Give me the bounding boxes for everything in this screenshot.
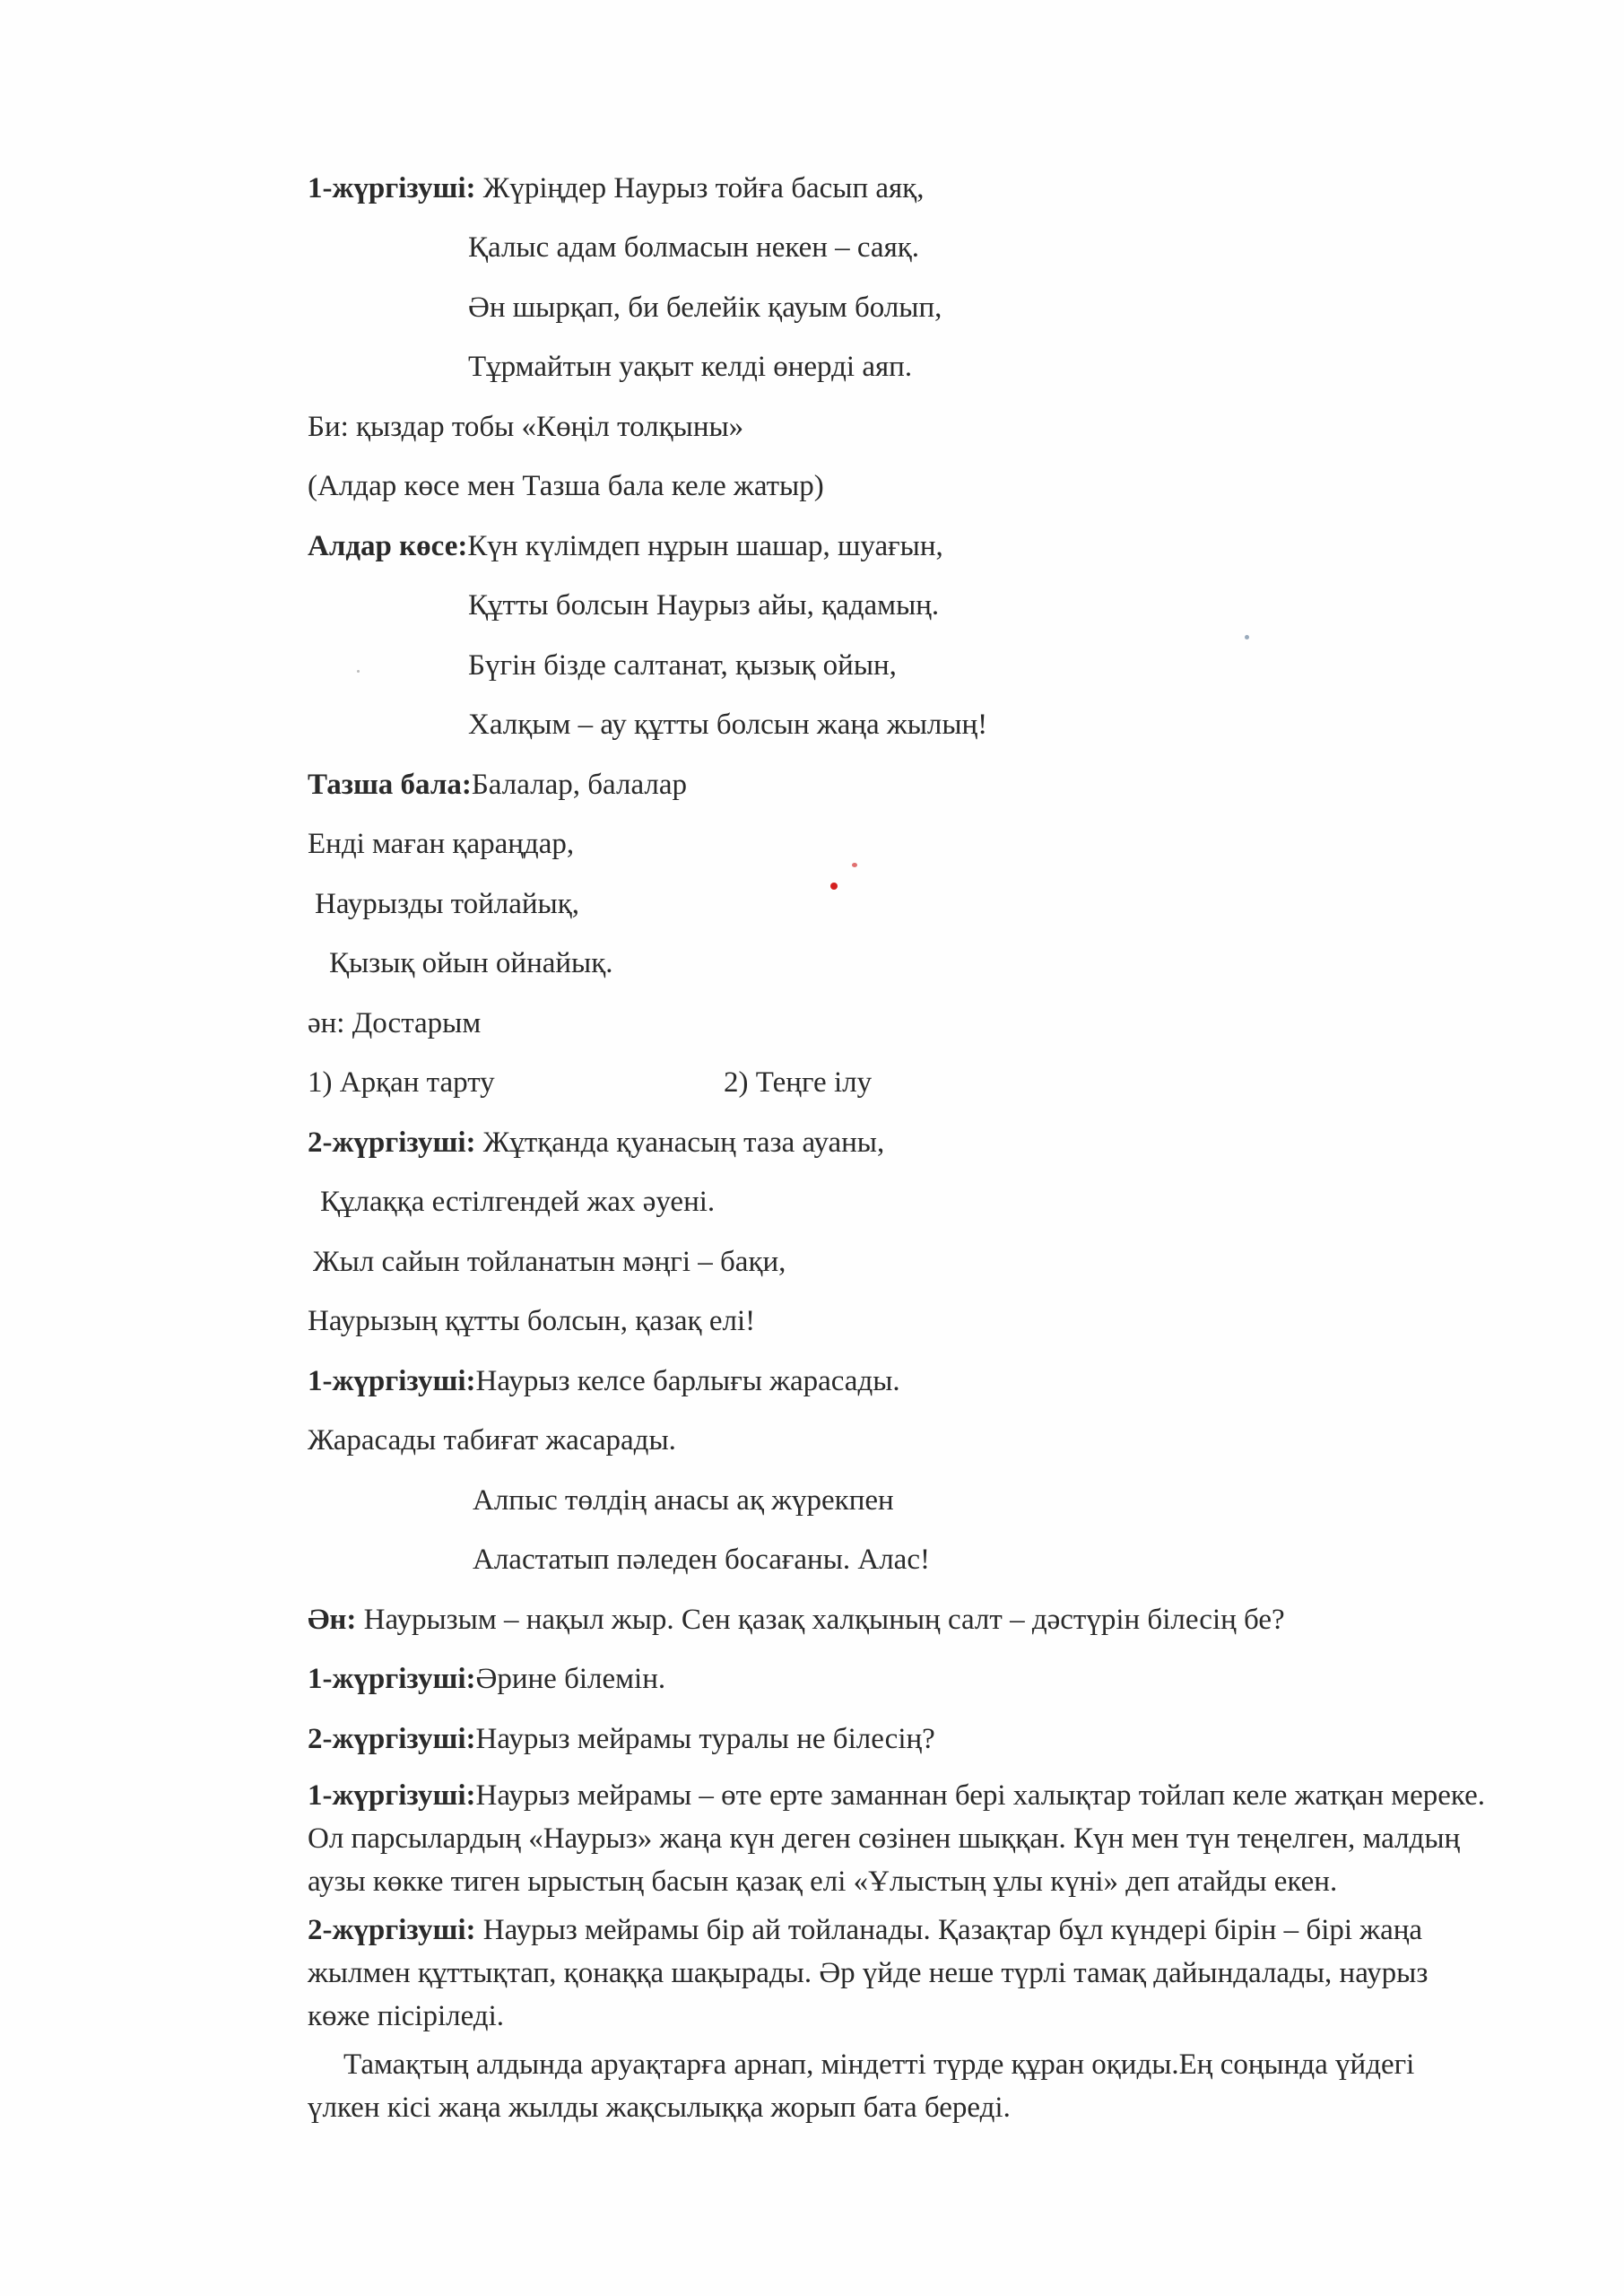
speaker-label: 1-жүргізуші: <box>308 1779 476 1812</box>
line-26 <box>308 1661 665 1697</box>
line-4: Тұрмайтын уақыт келді өнерді аяп. <box>468 351 913 383</box>
line-text: Наурызым – нақыл жыр. Сен қазақ халқының салт – дәстүрін білесің бе? <box>356 1604 1285 1636</box>
paragraph-3: Тамақтың алдында аруақтарға арнап, міндетті түрде құран оқиды.Ең соңында үйдегі үлкен кісі жаңа жылды жақсылыққа жорып бата береді. <box>308 2048 1415 2124</box>
line-7 <box>308 528 943 564</box>
line-27 <box>308 1721 935 1757</box>
line-5: Би: қыздар тобы «Көңіл толқыны» <box>308 411 744 443</box>
line-text: Наурыз мейрамы туралы не білесің? <box>475 1723 935 1755</box>
line-11 <box>308 767 687 803</box>
line-10: Халқым – ау құтты болсын жаңа жылың! <box>468 709 988 741</box>
speaker-label: 2-жүргізуші: <box>308 1126 476 1159</box>
line-23: Алпыс төлдің анасы ақ жүрекпен <box>473 1484 894 1517</box>
speaker-label: 2-жүргізуші: <box>308 1914 476 1946</box>
speaker-label: Алдар көсе: <box>308 530 468 562</box>
scan-dot <box>1245 635 1249 639</box>
paragraph-text: Наурыз мейрамы бір ай тойланады. Қазақтар бұл күндері бірін – бірі жаңа жылмен құттықтап, қонаққа шақырады. Әр үйде неше түрлі тамақ дайындалады, наурыз көже пісіріледі. <box>308 1914 1429 2032</box>
scan-dot <box>357 670 360 673</box>
line-19: Жыл сайын тойланатын мәңгі – бақи, <box>313 1246 786 1278</box>
line-13: Наурызды тойлайық, <box>315 888 580 920</box>
speaker-label: Ән: <box>308 1604 357 1636</box>
paragraph-1 <box>308 1774 1491 1903</box>
line-12: Енді маған қараңдар, <box>308 828 575 860</box>
line-25 <box>308 1602 1285 1638</box>
line-text: Күн күлімдеп нұрын шашар, шуағын, <box>467 530 943 562</box>
paragraph-text: Наурыз мейрамы – өте ерте заманнан бері халықтар тойлап келе жатқан мереке. Ол парсылардың «Наурыз» жаңа күн деген сөзінен шыққан. Күн мен түн теңелген, малдың аузы көкке тиген ырыстың басын қазақ елі «Ұлыстың ұлы күні» деп атайды екен. <box>308 1779 1486 1898</box>
line-2: Қалыс адам болмасын некен – саяқ. <box>468 231 920 264</box>
line-9: Бүгін бізде салтанат, қызық ойын, <box>468 649 897 682</box>
line-18: Құлаққа естілгендей жах әуені. <box>320 1186 716 1218</box>
line-16-left: 1) Арқан тарту <box>308 1066 495 1099</box>
line-24: Аластатып пәледен босағаны. Алас! <box>473 1544 930 1576</box>
speaker-label: 2-жүргізуші: <box>308 1723 476 1755</box>
ink-speck <box>830 883 838 890</box>
line-1 <box>308 170 924 206</box>
line-22: Жарасады табиғат жасарады. <box>308 1424 676 1457</box>
line-text: Наурыз келсе барлығы жарасады. <box>475 1365 900 1397</box>
ink-speck <box>852 863 857 867</box>
line-16-right: 2) Теңге ілу <box>724 1066 873 1099</box>
line-21 <box>308 1363 900 1399</box>
line-text: Жұтқанда қуанасың таза ауаны, <box>475 1126 885 1159</box>
speaker-label: Тазша бала: <box>308 769 472 801</box>
speaker-label: 1-жүргізуші: <box>308 1365 476 1397</box>
line-14: Қызық ойын ойнайық. <box>329 947 613 979</box>
paragraph-2 <box>308 1909 1491 2038</box>
line-8: Құтты болсын Наурыз айы, қадамың. <box>468 589 940 622</box>
line-6: (Алдар көсе мен Тазша бала келе жатыр) <box>308 470 824 502</box>
speaker-label: 1-жүргізуші: <box>308 172 476 204</box>
line-text: Балалар, балалар <box>471 769 688 801</box>
speaker-label: 1-жүргізуші: <box>308 1663 476 1695</box>
line-20: Наурызың құтты болсын, қазақ елі! <box>308 1305 756 1337</box>
line-3: Ән шырқап, би белейік қауым болып, <box>468 291 942 324</box>
line-17 <box>308 1125 884 1161</box>
line-text: Жүріңдер Наурыз тойға басып аяқ, <box>475 172 925 204</box>
line-text: Әрине білемін. <box>475 1663 666 1695</box>
line-15: ән: Достарым <box>308 1007 482 1039</box>
